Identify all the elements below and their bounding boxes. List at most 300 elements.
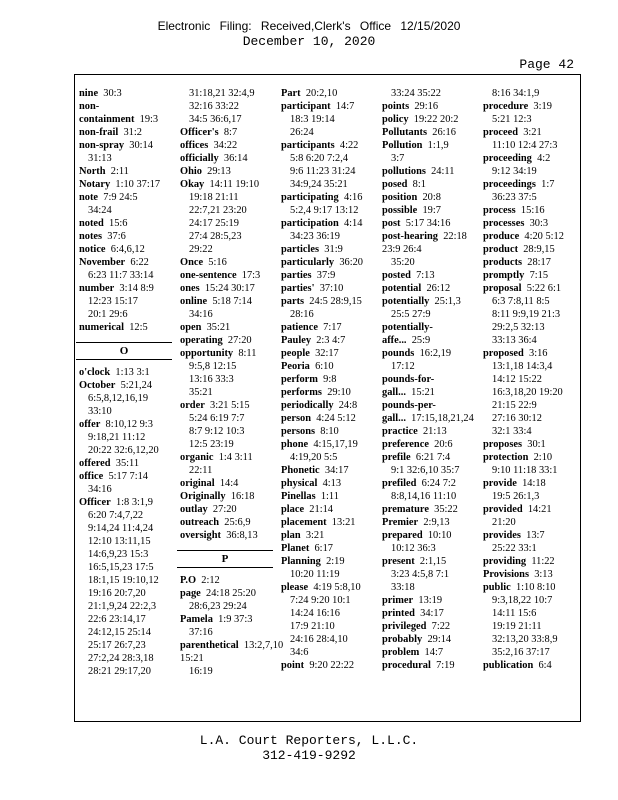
page-line-reference: 14:11 19:10 bbox=[209, 179, 260, 190]
index-term: office bbox=[79, 471, 104, 482]
index-entry bbox=[281, 516, 370, 529]
index-term: parts bbox=[281, 296, 305, 307]
page-line-reference: 4:2 bbox=[537, 153, 551, 164]
index-term: one-sentence bbox=[180, 270, 237, 281]
page-line-reference: 5:24 6:19 7:7 bbox=[189, 413, 245, 424]
index-entry bbox=[180, 490, 269, 503]
index-entry bbox=[180, 347, 269, 399]
index-term: Officer's bbox=[180, 127, 219, 138]
index-entry bbox=[382, 373, 471, 399]
index-entry bbox=[79, 496, 168, 678]
index-entry bbox=[483, 269, 572, 282]
index-term: Pauley bbox=[281, 335, 312, 346]
index-term: opportunity bbox=[180, 348, 234, 359]
page-line-reference: 6:21 7:4 bbox=[415, 452, 451, 463]
word-index-box bbox=[74, 74, 581, 722]
index-entry bbox=[483, 477, 572, 503]
page-line-reference: 29:2,5 32:13 bbox=[492, 322, 545, 333]
index-term: participation bbox=[281, 218, 339, 229]
index-entry bbox=[483, 555, 572, 568]
index-term: offered bbox=[79, 458, 111, 469]
page-line-reference: 9:1 32:6,10 35:7 bbox=[391, 465, 460, 476]
page-line-reference: 8:11 9:9,19 21:3 bbox=[492, 309, 561, 320]
index-entry bbox=[483, 568, 572, 581]
index-entry bbox=[483, 204, 572, 217]
page-line-reference: 7:9 24:5 bbox=[103, 192, 138, 203]
index-term: proposes bbox=[483, 439, 523, 450]
page-line-reference: 10:10 bbox=[427, 530, 452, 541]
index-term: patience bbox=[281, 322, 318, 333]
index-term: participating bbox=[281, 192, 339, 203]
index-term: problem bbox=[382, 647, 420, 658]
index-entry bbox=[382, 620, 471, 633]
page-line-reference: 9:3,18,22 10:7 bbox=[492, 595, 553, 606]
heading-letter: P bbox=[221, 553, 229, 565]
index-entry bbox=[281, 386, 370, 399]
index-term: numerical bbox=[79, 322, 125, 333]
index-entry bbox=[180, 334, 269, 347]
page-line-reference: 17:15,18,21,24 bbox=[411, 413, 474, 424]
page-line-reference: 7:15 bbox=[529, 270, 549, 281]
index-entry bbox=[79, 379, 168, 418]
page-line-reference: 17:9 21:10 bbox=[290, 621, 335, 632]
page-line-reference: 7:13 bbox=[416, 270, 435, 281]
page-line-reference: 9:14,24 11:4,24 bbox=[88, 523, 154, 534]
index-entry bbox=[483, 87, 572, 100]
filing-stamp: Electronic Filing: Received,Clerk's Office 12/15/2020 bbox=[157, 19, 461, 33]
index-entry bbox=[382, 178, 471, 191]
page-line-reference: 13:19 bbox=[418, 595, 443, 606]
index-entry bbox=[382, 139, 471, 165]
page-line-reference: 35:22 bbox=[434, 504, 458, 515]
index-term: Pollution bbox=[382, 140, 423, 151]
index-term: process bbox=[483, 205, 516, 216]
index-term: persons bbox=[281, 426, 316, 437]
index-term: potentially bbox=[382, 296, 430, 307]
page-line-reference: 3:21 bbox=[305, 530, 325, 541]
index-entry bbox=[180, 126, 269, 139]
page-line-reference: 1:8 3:1,9 bbox=[115, 497, 153, 508]
page-line-reference: 24:5 28:9,15 bbox=[309, 296, 362, 307]
page-line-reference: 19:18 21:11 bbox=[189, 192, 239, 203]
index-entry bbox=[180, 503, 269, 516]
page-line-reference: 24:8 bbox=[338, 400, 358, 411]
page-line-reference: 29:10 bbox=[327, 387, 351, 398]
index-entry bbox=[180, 529, 269, 542]
page-line-reference: 16:18 bbox=[230, 491, 255, 502]
index-term: publication bbox=[483, 660, 534, 671]
page-line-reference: 34:9,24 35:21 bbox=[290, 179, 348, 190]
page-line-reference: 25:17 26:7,23 bbox=[88, 640, 146, 651]
index-entry bbox=[180, 269, 269, 282]
index-entry bbox=[281, 269, 370, 282]
index-term: noted bbox=[79, 218, 104, 229]
index-term: notice bbox=[79, 244, 106, 255]
index-term: non-frail bbox=[79, 127, 119, 138]
page-line-reference: 13:16 33:3 bbox=[189, 374, 234, 385]
index-entry bbox=[79, 191, 168, 217]
page-line-reference: 22:11 bbox=[189, 465, 213, 476]
page-line-reference: 9:6 11:23 31:24 bbox=[290, 166, 356, 177]
page-line-reference: 27:16 30:12 bbox=[492, 413, 542, 424]
index-entry bbox=[281, 87, 370, 100]
page-line-reference: 5:21,24 bbox=[120, 380, 153, 391]
index-entry bbox=[180, 516, 269, 529]
page-line-reference: 20:1 29:6 bbox=[88, 309, 128, 320]
page-line-reference: 30:3 bbox=[529, 218, 549, 229]
index-entry bbox=[483, 230, 572, 243]
page-line-reference: 16:2,19 bbox=[419, 348, 452, 359]
page-line-reference: 37:6 bbox=[107, 231, 126, 242]
page-line-reference: 19:7 bbox=[422, 205, 441, 216]
index-entry bbox=[281, 542, 370, 555]
page-line-reference: 1:7 bbox=[541, 179, 555, 190]
page-line-reference: 4:13 bbox=[322, 478, 342, 489]
page-line-reference: 37:10 bbox=[319, 283, 344, 294]
index-entry bbox=[281, 503, 370, 516]
index-term: post-hearing bbox=[382, 231, 438, 242]
index-term: primer bbox=[382, 595, 414, 606]
index-term: place bbox=[281, 504, 305, 515]
page-line-reference: 6:5,8,12,16,19 bbox=[88, 393, 149, 404]
index-entry bbox=[180, 295, 269, 321]
page-line-reference: 11:22 bbox=[531, 556, 555, 567]
page-line-reference: 4:19,20 5:5 bbox=[290, 452, 338, 463]
index-column-2 bbox=[180, 87, 284, 678]
page-line-reference: 13:21 bbox=[331, 517, 356, 528]
page-line-reference: 3:14 8:9 bbox=[119, 283, 154, 294]
page-line-reference: 14:24 16:16 bbox=[290, 608, 340, 619]
index-term: Planet bbox=[281, 543, 310, 554]
index-term: prefiled bbox=[382, 478, 417, 489]
page-line-reference: 20:22 32:6,12,20 bbox=[88, 445, 159, 456]
index-entry bbox=[79, 418, 168, 457]
index-entry bbox=[483, 152, 572, 178]
index-entry bbox=[281, 100, 370, 139]
page-line-reference: 26:24 bbox=[290, 127, 314, 138]
letter-heading bbox=[177, 546, 273, 568]
index-entry bbox=[281, 464, 370, 477]
page-line-reference: 10:12 36:3 bbox=[391, 543, 436, 554]
page-line-reference: 15:21 bbox=[411, 387, 435, 398]
index-term: procedural bbox=[382, 660, 431, 671]
index-entry bbox=[79, 470, 168, 496]
page-line-reference: 35:2,16 37:17 bbox=[492, 647, 550, 658]
letter-heading bbox=[76, 338, 172, 360]
page-line-reference: 14:6,9,23 15:3 bbox=[88, 549, 149, 560]
page-line-reference: 4:19 5:8,10 bbox=[313, 582, 361, 593]
index-term: produce bbox=[483, 231, 520, 242]
index-term: P.O bbox=[180, 575, 197, 586]
page-line-reference: 14:4 bbox=[219, 478, 239, 489]
index-entry bbox=[382, 646, 471, 659]
page-line-reference: 32:1 33:4 bbox=[492, 426, 532, 437]
page-line-reference: 4:14 bbox=[343, 218, 363, 229]
index-entry bbox=[382, 204, 471, 217]
page-line-reference: 4:22 bbox=[339, 140, 359, 151]
index-entry bbox=[79, 126, 168, 139]
index-entry bbox=[382, 633, 471, 646]
page-line-reference: 34:22 bbox=[213, 140, 238, 151]
page-line-reference: 3:19 bbox=[533, 101, 552, 112]
index-term: potential bbox=[382, 283, 422, 294]
index-term: processes bbox=[483, 218, 525, 229]
index-entry bbox=[281, 347, 370, 360]
index-term: preference bbox=[382, 439, 429, 450]
page-line-reference: 36:8,13 bbox=[226, 530, 258, 541]
index-term: offices bbox=[180, 140, 209, 151]
index-term: nine bbox=[79, 88, 99, 99]
index-entry bbox=[79, 457, 168, 470]
index-term: Peoria bbox=[281, 361, 310, 372]
index-entry bbox=[382, 321, 471, 347]
index-term: pollutions bbox=[382, 166, 426, 177]
index-term: original bbox=[180, 478, 215, 489]
page-line-reference: 28:21 29:17,20 bbox=[88, 666, 151, 677]
index-term: number bbox=[79, 283, 115, 294]
index-entry bbox=[79, 87, 168, 100]
index-entry bbox=[79, 230, 168, 243]
page-line-reference: 19:22 20:2 bbox=[413, 114, 459, 125]
index-term: organic bbox=[180, 452, 214, 463]
page-line-reference: 1:10 37:17 bbox=[115, 179, 161, 190]
index-term: November bbox=[79, 257, 126, 268]
page-line-reference: 9:20 22:22 bbox=[309, 660, 355, 671]
index-entry bbox=[180, 152, 269, 165]
index-term: officially bbox=[180, 153, 219, 164]
index-term: particularly bbox=[281, 257, 335, 268]
page-line-reference: 10:20 11:19 bbox=[290, 569, 340, 580]
page-line-reference: 1:13 3:1 bbox=[115, 367, 150, 378]
index-entry bbox=[382, 217, 471, 230]
page-line-reference: 27:20 bbox=[227, 335, 252, 346]
index-entry bbox=[483, 451, 572, 477]
index-term: outreach bbox=[180, 517, 220, 528]
page-line-reference: 34:16 bbox=[88, 484, 112, 495]
page-line-reference: 30:1 bbox=[527, 439, 546, 450]
page-line-reference: 25:1,3 bbox=[434, 296, 461, 307]
page-line-reference: 19:19 21:11 bbox=[492, 621, 542, 632]
index-entry bbox=[79, 321, 168, 334]
page-line-reference: 21:1,9,24 22:2,3 bbox=[88, 601, 157, 612]
page-line-reference: 3:23 4:5,8 7:1 bbox=[391, 569, 450, 580]
index-entry bbox=[281, 399, 370, 412]
page-line-reference: 2:9,13 bbox=[423, 517, 450, 528]
index-entry bbox=[382, 87, 471, 100]
page-line-reference: 19:5 26:1,3 bbox=[492, 491, 540, 502]
page-line-reference: 5:22 6:1 bbox=[526, 283, 562, 294]
page-line-reference: 33:24 35:22 bbox=[391, 88, 441, 99]
index-term: perform bbox=[281, 374, 318, 385]
index-term: Phonetic bbox=[281, 465, 320, 476]
page-line-reference: 31:18,21 32:4,9 bbox=[189, 88, 255, 99]
index-entry bbox=[483, 178, 572, 204]
index-term: online bbox=[180, 296, 208, 307]
page-line-reference: 33:18 bbox=[391, 582, 415, 593]
page-line-reference: 6:4,6,12 bbox=[110, 244, 145, 255]
page-line-reference: 33:13 36:4 bbox=[492, 335, 537, 346]
page-line-reference: 35:21 bbox=[206, 322, 231, 333]
index-entry bbox=[382, 230, 471, 269]
page-line-reference: 7:19 bbox=[436, 660, 455, 671]
index-term: operating bbox=[180, 335, 223, 346]
index-term: Planning bbox=[281, 556, 321, 567]
index-term: Okay bbox=[180, 179, 205, 190]
index-entry bbox=[382, 347, 471, 373]
page-line-reference: 12:5 bbox=[129, 322, 148, 333]
page-line-reference: 6:24 7:2 bbox=[421, 478, 457, 489]
page-line-reference: 9:12 34:19 bbox=[492, 166, 537, 177]
index-entry bbox=[180, 321, 269, 334]
page-line-reference: 3:21 bbox=[523, 127, 542, 138]
page-line-reference: 12:5 23:19 bbox=[189, 439, 234, 450]
index-entry bbox=[382, 126, 471, 139]
index-term: procedure bbox=[483, 101, 529, 112]
page-line-reference: 5:21 12:3 bbox=[492, 114, 532, 125]
page-line-reference: 2:3 4:7 bbox=[316, 335, 346, 346]
index-term: parties bbox=[281, 270, 312, 281]
index-entry bbox=[382, 113, 471, 126]
heading-letter: O bbox=[119, 345, 129, 357]
index-term: prepared bbox=[382, 530, 423, 541]
page-line-reference: 12:10 13:11,15 bbox=[88, 536, 151, 547]
index-term: proceed bbox=[483, 127, 519, 138]
index-term: proceeding bbox=[483, 153, 532, 164]
page-line-reference: 4:16 bbox=[343, 192, 363, 203]
index-term: parties' bbox=[281, 283, 315, 294]
index-entry bbox=[382, 503, 471, 516]
index-entry bbox=[382, 191, 471, 204]
page-line-reference: 1:11 bbox=[320, 491, 339, 502]
index-term: public bbox=[483, 582, 511, 593]
page-line-reference: 14:7 bbox=[335, 101, 355, 112]
page-line-reference: 32:17 bbox=[315, 348, 339, 359]
page-line-reference: 21:20 bbox=[492, 517, 516, 528]
index-entry bbox=[382, 594, 471, 607]
page-line-reference: 27:20 bbox=[212, 504, 237, 515]
page-line-reference: 32:13,20 33:8,9 bbox=[492, 634, 558, 645]
index-entry bbox=[281, 321, 370, 334]
page-line-reference: 37:16 bbox=[189, 627, 213, 638]
index-entry bbox=[382, 269, 471, 282]
page-line-reference: 29:14 bbox=[427, 634, 452, 645]
index-term: open bbox=[180, 322, 202, 333]
index-entry bbox=[483, 347, 572, 438]
page-line-reference: 20:8 bbox=[422, 192, 441, 203]
page-line-reference: 34:17 bbox=[324, 465, 349, 476]
page-line-reference: 1:4 3:11 bbox=[218, 452, 253, 463]
page-line-reference: 25:5 27:9 bbox=[391, 309, 431, 320]
page-line-reference: 15:6 bbox=[109, 218, 128, 229]
heading-rule bbox=[76, 342, 172, 343]
index-term: provides bbox=[483, 530, 521, 541]
index-term: o'clock bbox=[79, 367, 111, 378]
index-entry bbox=[382, 659, 471, 672]
reporter-name: L.A. Court Reporters, L.L.C. bbox=[199, 733, 419, 748]
page-line-reference: 26:12 bbox=[426, 283, 451, 294]
index-term: point bbox=[281, 660, 305, 671]
page-line-reference: 6:17 bbox=[314, 543, 333, 554]
index-entry bbox=[483, 438, 572, 451]
page-line-reference: 7:22 bbox=[431, 621, 451, 632]
heading-rule bbox=[177, 567, 273, 568]
index-term: potentially-affe... bbox=[382, 322, 433, 346]
index-term: participants bbox=[281, 140, 335, 151]
index-entry bbox=[483, 217, 572, 230]
page-line-reference: 35:21 bbox=[189, 387, 213, 398]
index-entry bbox=[281, 334, 370, 347]
page-line-reference: 8:7 9:12 10:3 bbox=[189, 426, 245, 437]
page-line-reference: 27:2,24 28:3,18 bbox=[88, 653, 154, 664]
index-term: person bbox=[281, 413, 312, 424]
index-term: plan bbox=[281, 530, 301, 541]
index-column-3 bbox=[281, 87, 370, 672]
index-entry bbox=[281, 581, 370, 659]
page-line-reference: 2:1,15 bbox=[419, 556, 447, 567]
index-entry bbox=[483, 243, 572, 256]
page-line-reference: 7:24 9:20 10:1 bbox=[290, 595, 351, 606]
index-entry bbox=[382, 438, 471, 451]
page-line-reference: 3:7 bbox=[391, 153, 405, 164]
page-line-reference: 3:16 bbox=[529, 348, 548, 359]
index-term: points bbox=[382, 101, 410, 112]
index-term: Provisions bbox=[483, 569, 529, 580]
index-term: provide bbox=[483, 478, 517, 489]
page-line-reference: 6:23 11:7 33:14 bbox=[88, 270, 154, 281]
index-term: note bbox=[79, 192, 99, 203]
index-term: ones bbox=[180, 283, 200, 294]
index-term: product bbox=[483, 244, 519, 255]
index-term: pounds bbox=[382, 348, 415, 359]
index-term: provided bbox=[483, 504, 523, 515]
index-term: pounds-for-gall... bbox=[382, 374, 435, 398]
index-entry bbox=[180, 256, 269, 269]
index-term: placement bbox=[281, 517, 327, 528]
page-line-reference: 4:15,17,19 bbox=[313, 439, 358, 450]
page-line-reference: 15:16 bbox=[520, 205, 545, 216]
index-entry bbox=[281, 360, 370, 373]
index-entry bbox=[281, 659, 370, 672]
index-column-1 bbox=[79, 87, 168, 678]
index-entry bbox=[382, 451, 471, 477]
page-line-reference: 8:10 bbox=[320, 426, 339, 437]
index-term: non-containment bbox=[79, 101, 135, 125]
index-term: promptly bbox=[483, 270, 525, 281]
page-line-reference: 5:17 7:14 bbox=[108, 471, 148, 482]
index-term: providing bbox=[483, 556, 527, 567]
page-line-reference: 9:5,8 12:15 bbox=[189, 361, 237, 372]
index-term: participant bbox=[281, 101, 331, 112]
page-line-reference: 6:22 bbox=[130, 257, 149, 268]
index-term: parenthetical bbox=[180, 640, 239, 651]
index-entry bbox=[79, 282, 168, 321]
index-column-5 bbox=[483, 87, 572, 672]
page-line-reference: 6:3 7:8,11 8:5 bbox=[492, 296, 550, 307]
index-entry bbox=[281, 243, 370, 256]
index-entry bbox=[382, 529, 471, 555]
index-entry bbox=[382, 100, 471, 113]
index-term: outlay bbox=[180, 504, 208, 515]
page-line-reference: 25:6,9 bbox=[224, 517, 251, 528]
index-term: Pinellas bbox=[281, 491, 316, 502]
index-entry bbox=[382, 295, 471, 321]
page-line-reference: 9:18,21 11:12 bbox=[88, 432, 146, 443]
index-entry bbox=[79, 165, 168, 178]
page-line-reference: 7:17 bbox=[323, 322, 342, 333]
page-line-reference: 8:8,14,16 11:10 bbox=[391, 491, 457, 502]
index-term: physical bbox=[281, 478, 318, 489]
page-line-reference: 8:16 34:1,9 bbox=[492, 88, 540, 99]
